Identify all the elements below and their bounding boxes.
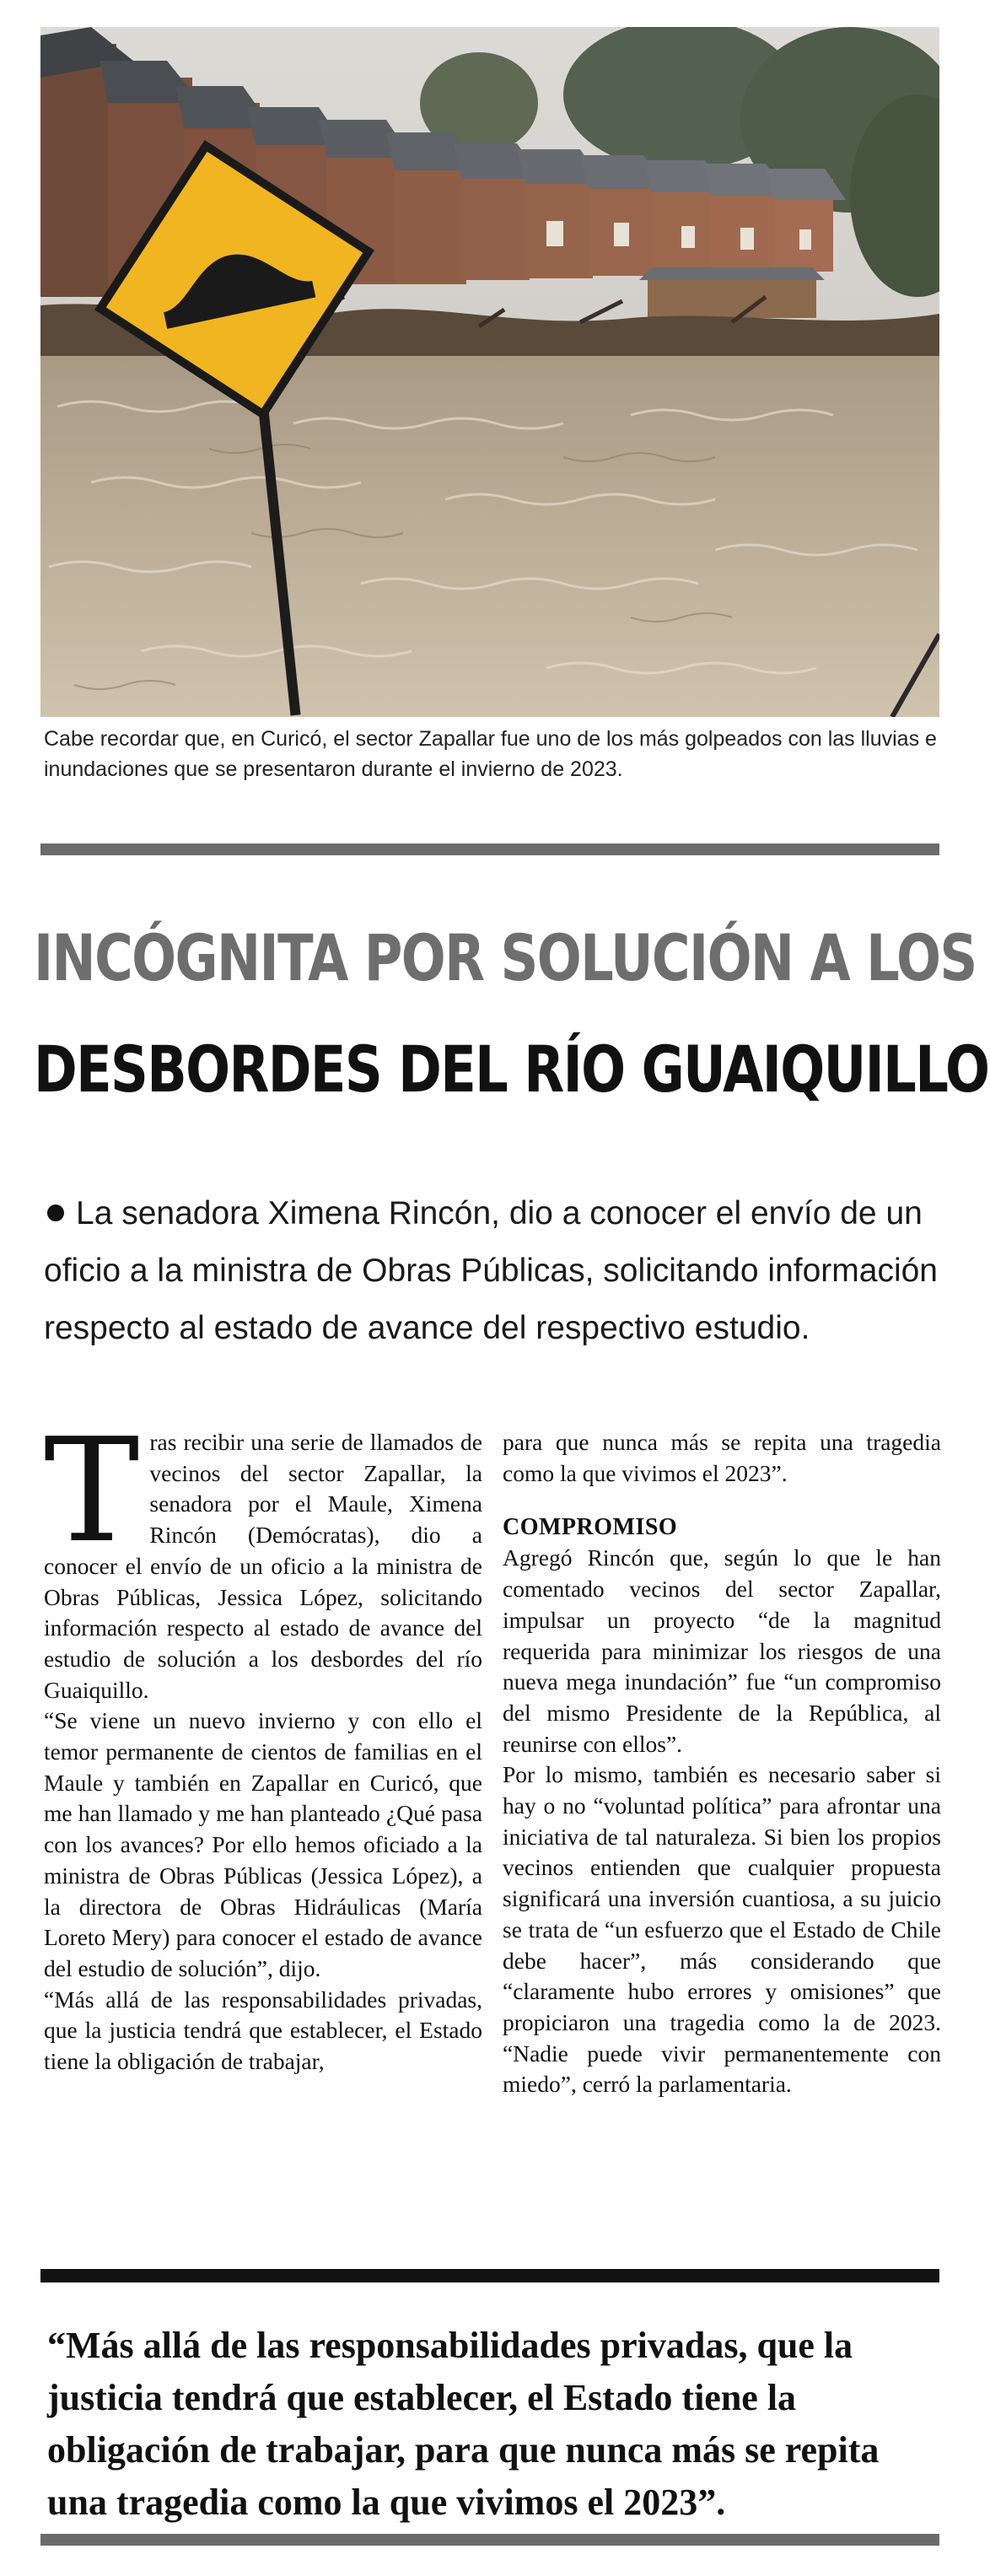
paragraph-4: Agregó Rincón que, según lo que le han comentado vecinos del sector Zapallar, impulsar un proyecto “de la magnitud requerida para minimizar los riesgos de una nueva mega inundación” fue “un compromiso del mismo Presidente de la República, al reunirse con ellos”.	[503, 1544, 941, 1757]
column-right	[503, 1427, 941, 2100]
lead-text: La senadora Ximena Rincón, dio a conocer el envío de un oficio a la ministra de Obras Públicas, solicitando información respecto al estado de avance del respectivo estudio.	[44, 1195, 938, 1346]
quote-divider-top	[40, 2269, 939, 2282]
section-divider	[40, 843, 939, 855]
photo-caption: Cabe recordar que, en Curicó, el sector Zapallar fue uno de los más golpeados con las lluvias e inundaciones que se presentaron durante el invierno de 2023.	[44, 727, 937, 781]
lead-paragraph	[44, 1185, 946, 1357]
flood-scene-image	[40, 27, 939, 717]
paragraph-1	[44, 1408, 482, 1706]
quote-divider-bottom	[40, 2534, 939, 2546]
bullet-icon	[47, 1204, 64, 1221]
paragraph-2: “Se viene un nuevo invierno y con ello el temor permanente de cientos de familias en el Maule y también en Zapallar en Curicó, que me han llamado y me han planteado ¿Qué pasa con los avances? Por ello hemos oficiado a la ministra de Obras Públicas (Jessica López), a la directora de Obras Hidráulicas (María Loreto Mery) para conocer el estado de avance del estudio de solución”, dijo.	[44, 1707, 482, 1981]
headline-line-2: DESBORDES DEL RÍO GUAIQUILLO	[34, 1032, 989, 1107]
article-body	[44, 1408, 941, 2100]
flood-photo	[40, 27, 939, 717]
drop-cap: T	[44, 1408, 140, 1575]
paragraph-3: “Más allá de las responsabilidades privadas, que la justicia tendrá que establecer, el Estado tiene la obligación de trabajar,	[44, 1986, 482, 2075]
paragraph-3-continued: para que nunca más se repita una tragedia como la que vivimos el 2023”.	[503, 1429, 941, 1486]
section-subhead: COMPROMISO	[503, 1514, 678, 1541]
headline-line-1: INCÓGNITA POR SOLUCIÓN A LOS	[34, 920, 977, 995]
paragraph-5: Por lo mismo, también es necesario saber si hay o no “voluntad política” para afrontar una iniciativa de tal naturaleza. Si bien los propios vecinos entienden que cualquier propuesta significará una inversión cuantiosa, a su juicio se trata de “un esfuerzo que el Estado de Chile debe hacer”, más considerando que “claramente hubo errores y omisiones” que propiciaron una tragedia como la de 2023. “Nadie puede vivir permanentemente con miedo”, cerró la parlamentaria.	[503, 1761, 941, 2098]
pull-quote: “Más allá de las responsabilidades privadas, que la justicia tendrá que establecer, el Estado tiene la obligación de trabajar, para que nunca más se repita una tragedia como la que vivimos el 2023”.	[47, 2325, 880, 2523]
column-left	[44, 1408, 482, 2100]
paragraph-1-text: ras recibir una serie de llamados de vecinos del sector Zapallar, la senadora por el Maule, Ximena Rincón (Demócratas), dio a conocer el envío de un oficio a la ministra de Obras Públicas, Jessica López, solicitando información respecto al estado de avance del estudio de solución a los desbordes del río Guaiquillo.	[44, 1429, 482, 1703]
